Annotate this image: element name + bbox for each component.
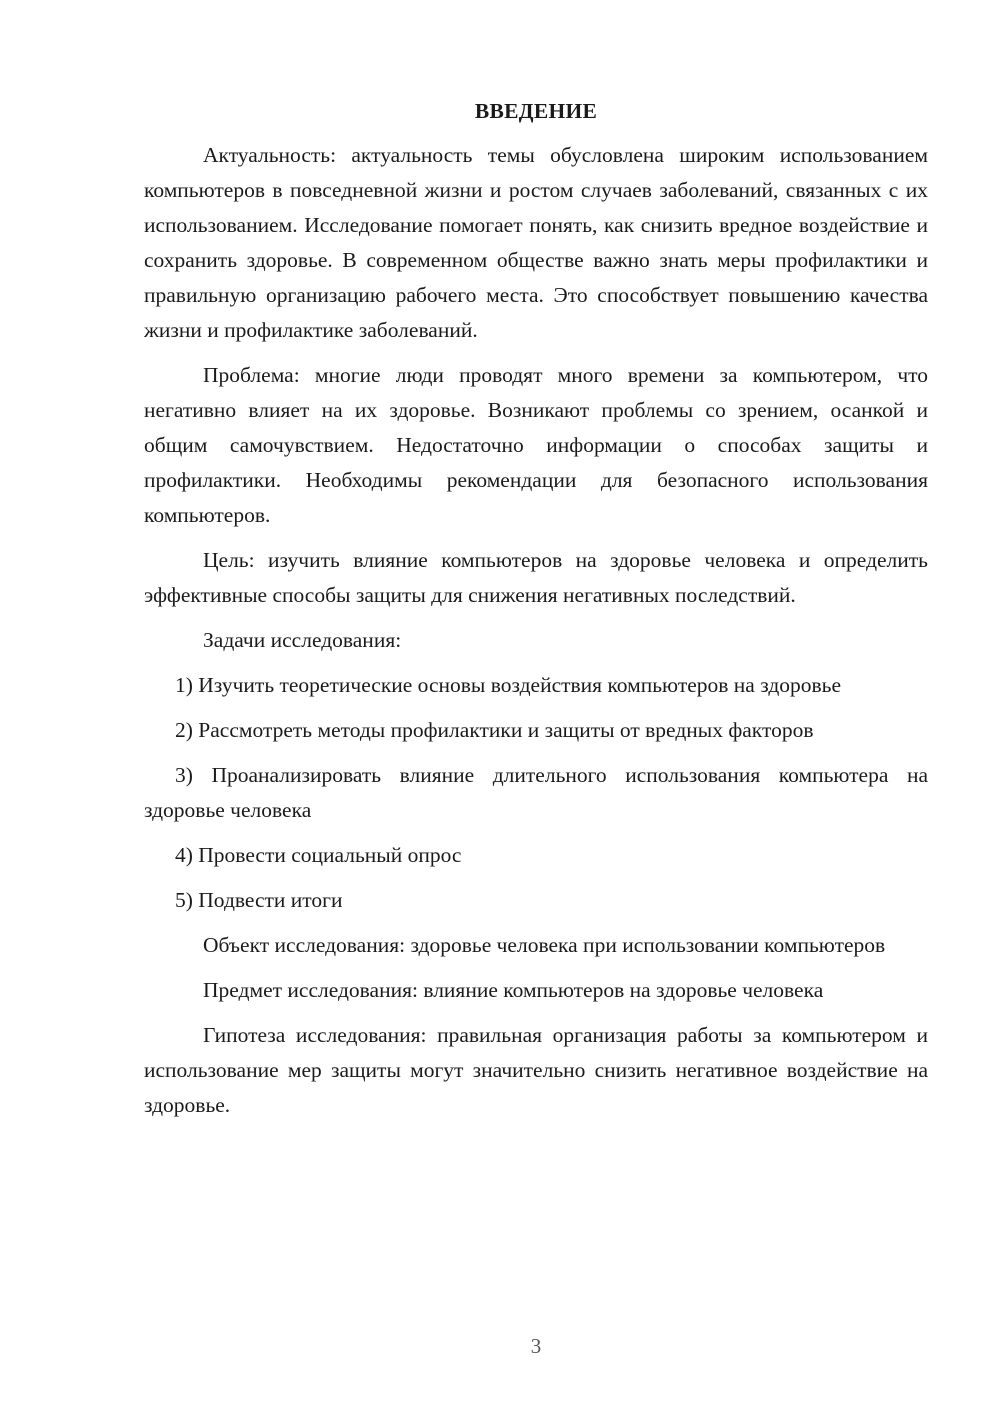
task-item: 1) Изучить теоретические основы воздействия компьютеров на здоровье — [175, 673, 842, 697]
hypothesis-paragraph: Гипотеза исследования: правильная организация работы за компьютером и использование мер защиты могут значительно снизить негативное воздействие на здоровье. — [144, 1023, 928, 1117]
page-number: 3 — [530, 1334, 542, 1358]
task-item: 5) Подвести итоги — [175, 888, 343, 912]
page-title: ВВЕДЕНИЕ — [474, 99, 598, 123]
document-page — [144, 96, 928, 1133]
tasks-heading: Задачи исследования: — [203, 628, 402, 652]
object-paragraph: Объект исследования: здоровье человека при использовании компьютеров — [203, 933, 886, 957]
goal-paragraph: Цель: изучить влияние компьютеров на здоровье человека и определить эффективные способы защиты для снижения негативных последствий. — [144, 548, 928, 607]
task-item: 4) Провести социальный опрос — [175, 843, 462, 867]
problem-paragraph: Проблема: многие люди проводят много времени за компьютером, что негативно влияет на их здоровье. Возникают проблемы со зрением, осанкой и общим самочувствием. Недостаточно информации о способах защиты и профилактики. Необходимы рекомендации для безопасного использования компьютеров. — [144, 363, 928, 527]
task-item: 3) Проанализировать влияние длительного использования компьютера на здоровье человека — [144, 763, 928, 822]
task-item: 2) Рассмотреть методы профилактики и защиты от вредных факторов — [175, 718, 814, 742]
relevance-paragraph: Актуальность: актуальность темы обусловлена широким использованием компьютеров в повседневной жизни и ростом случаев заболеваний, связанных с их использованием. Исследование помогает понять, как снизить вредное воздействие и сохранить здоровье. В современном обществе важно знать меры профилактики и правильную организацию рабочего места. Это способствует повышению качества жизни и профилактике заболеваний. — [144, 143, 928, 342]
subject-paragraph: Предмет исследования: влияние компьютеров на здоровье человека — [203, 978, 824, 1002]
